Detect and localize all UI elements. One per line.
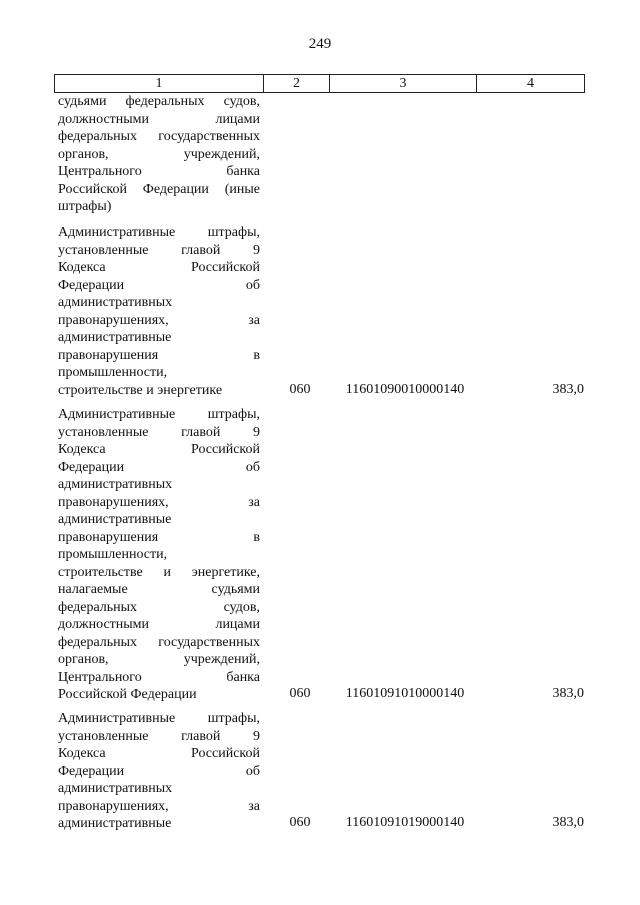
description-line: федеральных государственных xyxy=(58,634,260,650)
description-line: федеральных государственных xyxy=(58,129,260,144)
description-line: Кодекса Российской xyxy=(58,442,260,457)
column-header-2: 2 xyxy=(264,75,330,93)
row-description xyxy=(58,93,260,216)
description-line: установленные главой 9 xyxy=(58,424,260,440)
row-kbk: 11601091010000140 xyxy=(345,686,465,701)
description-line: Кодекса Российской xyxy=(58,260,260,275)
row-code: 060 xyxy=(289,815,311,830)
description-line: Административные штрафы, xyxy=(58,225,260,240)
column-header-3: 3 xyxy=(330,75,477,93)
description-line: должностными лицами xyxy=(58,617,260,632)
description-line: Центрального банка xyxy=(58,164,260,179)
description-line: органов, учреждений, xyxy=(58,652,260,667)
table-row xyxy=(58,224,586,399)
table-row xyxy=(58,710,586,833)
table-header xyxy=(54,74,585,93)
description-line: промышленности, xyxy=(58,365,168,380)
row-kbk: 11601090010000140 xyxy=(345,381,465,397)
table-row xyxy=(58,406,586,704)
description-line: Российской Федерации xyxy=(58,687,197,702)
description-line: строительстве и энергетике xyxy=(58,382,223,398)
row-description xyxy=(58,406,260,704)
description-line: административные xyxy=(58,330,172,345)
description-line: судьями федеральных судов, xyxy=(58,94,260,109)
description-line: Центрального банка xyxy=(58,669,260,685)
description-line: Кодекса Российской xyxy=(58,746,260,761)
description-line: административные xyxy=(58,512,172,527)
description-line: административных xyxy=(58,477,173,492)
description-line: административных xyxy=(58,295,173,310)
description-line: административных xyxy=(58,781,173,796)
description-line: должностными лицами xyxy=(58,111,260,127)
page-number: 249 xyxy=(308,36,332,52)
description-line: Административные штрафы, xyxy=(58,407,260,422)
row-code: 060 xyxy=(289,381,311,397)
column-header-1: 1 xyxy=(55,75,264,93)
description-line: строительстве и энергетике, xyxy=(58,564,260,580)
row-kbk: 11601091019000140 xyxy=(345,815,465,830)
description-line: Федерации об xyxy=(58,763,260,779)
column-header-4: 4 xyxy=(477,75,585,93)
description-line: Российской Федерации (иные xyxy=(58,181,260,197)
description-line: органов, учреждений, xyxy=(58,146,260,162)
description-line: правонарушения в xyxy=(58,347,260,363)
description-line: правонарушениях, за xyxy=(58,312,260,328)
description-line: Федерации об xyxy=(58,277,260,293)
description-line: федеральных судов, xyxy=(58,599,260,615)
description-line: административные xyxy=(58,816,172,831)
row-sum: 383,0 xyxy=(552,686,584,701)
row-sum: 383,0 xyxy=(552,815,584,830)
row-sum: 383,0 xyxy=(552,381,584,397)
description-line: установленные главой 9 xyxy=(58,728,260,744)
description-line: установленные главой 9 xyxy=(58,242,260,258)
description-line: штрафы) xyxy=(58,199,112,214)
description-line: правонарушениях, за xyxy=(58,494,260,510)
description-line: правонарушения в xyxy=(58,529,260,545)
table-header-row xyxy=(55,75,585,93)
description-line: промышленности, xyxy=(58,547,168,562)
description-line: правонарушениях, за xyxy=(58,798,260,814)
row-description xyxy=(58,710,260,833)
description-line: налагаемые судьями xyxy=(58,582,260,597)
table-row xyxy=(58,93,586,216)
row-code: 060 xyxy=(289,686,311,701)
row-description xyxy=(58,224,260,399)
description-line: Административные штрафы, xyxy=(58,711,260,726)
description-line: Федерации об xyxy=(58,459,260,475)
